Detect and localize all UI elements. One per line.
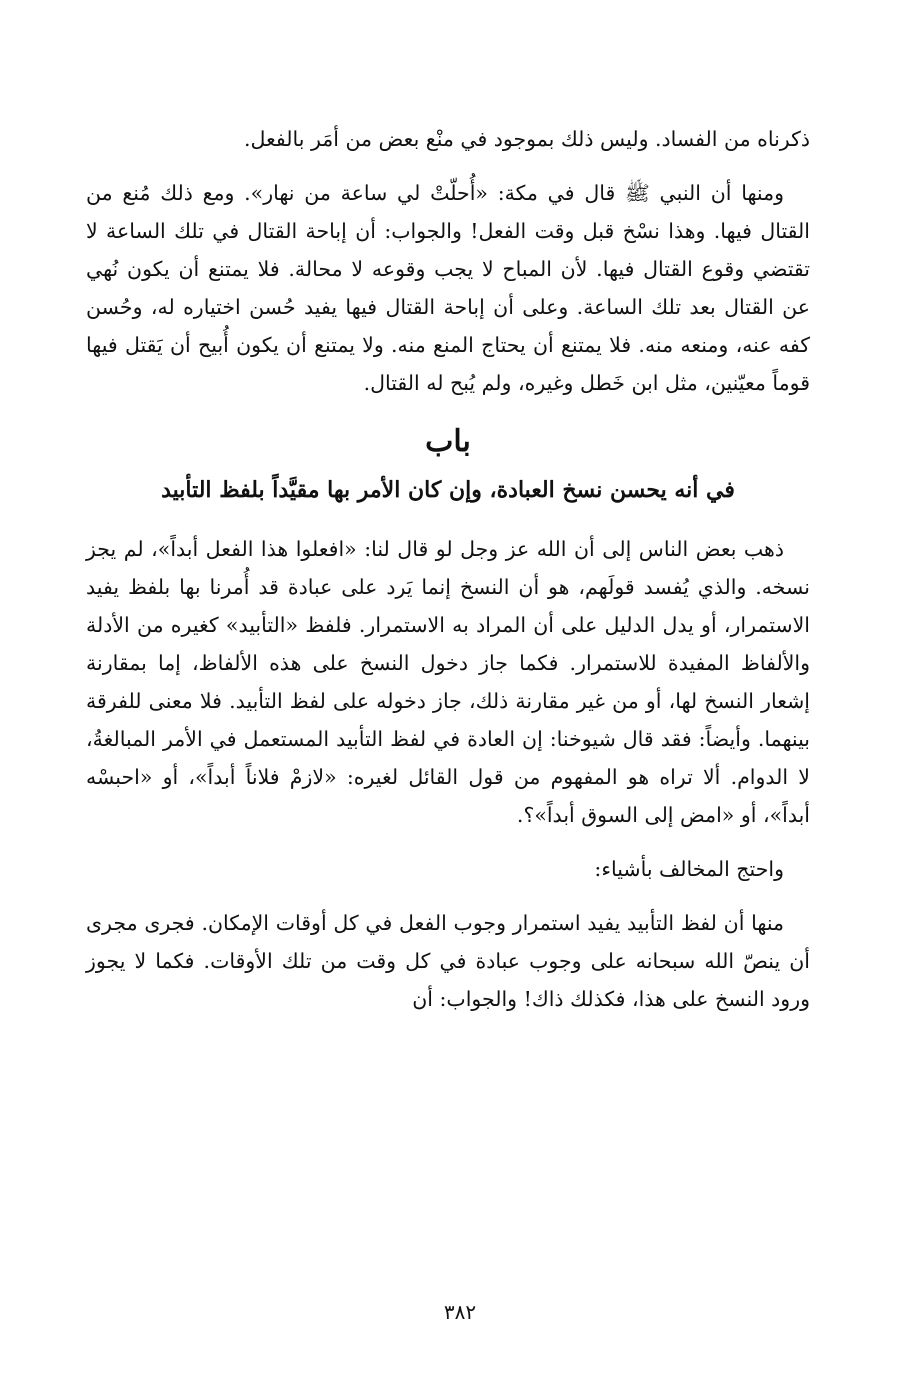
paragraph-first-claim: منها أن لفظ التأبيد يفيد استمرار وجوب الفعل في كل أوقات الإمكان. فجرى مجرى أن ينصّ الله سبحانه على وجوب عبادة في كل وقت من تلك الأوقات. فكما لا يجوز ورود النسخ على هذا، فكذلك ذاك! والجواب: أن [86,911,810,1011]
page-number: ٣٨٢ [443,1300,477,1324]
paragraph-opponent-claims: واحتج المخالف بأشياء: [594,857,784,881]
paragraph-mecca-hadith: ومنها أن النبي ﷺ قال في مكة: «أُحلّتْ لي ساعة من نهار». ومع ذلك مُنع من القتال فيها. وهذا نسْخ قبل وقت الفعل! والجواب: أن إباحة القتال في تلك الساعة لا تقتضي وقوع القتال فيها. لأن المباح لا يجب وقوعه لا محالة. فلا يمتنع أن يكون نُهي عن القتال بعد تلك الساعة. وعلى أن إباحة القتال فيها يفيد حُسن اختياره له، وحُسن كفه عنه، ومنعه منه. فلا يمتنع أن يحتاج المنع منه. ولا يمتنع أن يكون أُبيح أن يَقتل فيها قوماً معيّنين، مثل ابن خَطل وغيره، ولم يُبح له القتال. [86,181,810,395]
page-body [86,120,810,1018]
paragraph-intro: ذكرناه من الفساد. وليس ذلك بموجود في منْع بعض من أمَر بالفعل. [243,127,810,151]
chapter-subtitle: في أنه يحسن نسخ العبادة، وإن كان الأمر بها مقيَّداً بلفظ التأبيد [161,477,735,503]
chapter-title: باب [425,424,471,459]
paragraph-abrogation-argument: ذهب بعض الناس إلى أن الله عز وجل لو قال لنا: «افعلوا هذا الفعل أبداً»، لم يجز نسخه. والذي يُفسد قولَهم، هو أن النسخ إنما يَرد على عبادة قد أُمرنا بها بلفظ يفيد الاستمرار، أو يدل الدليل على أن المراد به الاستمرار. فلفظ «التأبيد» كغيره من الأدلة والألفاظ المفيدة للاستمرار. فكما جاز دخول النسخ على هذه الألفاظ، إما بمقارنة إشعار النسخ لها، أو من غير مقارنة ذلك، جاز دخوله على لفظ التأبيد. فلا معنى للفرقة بينهما. وأيضاً: فقد قال شيوخنا: إن العادة في لفظ التأبيد المستعمل في الأمر المبالغةُ، لا الدوام. ألا تراه هو المفهوم من قول القائل لغيره: «لازمْ فلاناً أبداً»، أو «احبسْه أبداً»، أو «امض إلى السوق أبداً»؟. [86,537,810,827]
